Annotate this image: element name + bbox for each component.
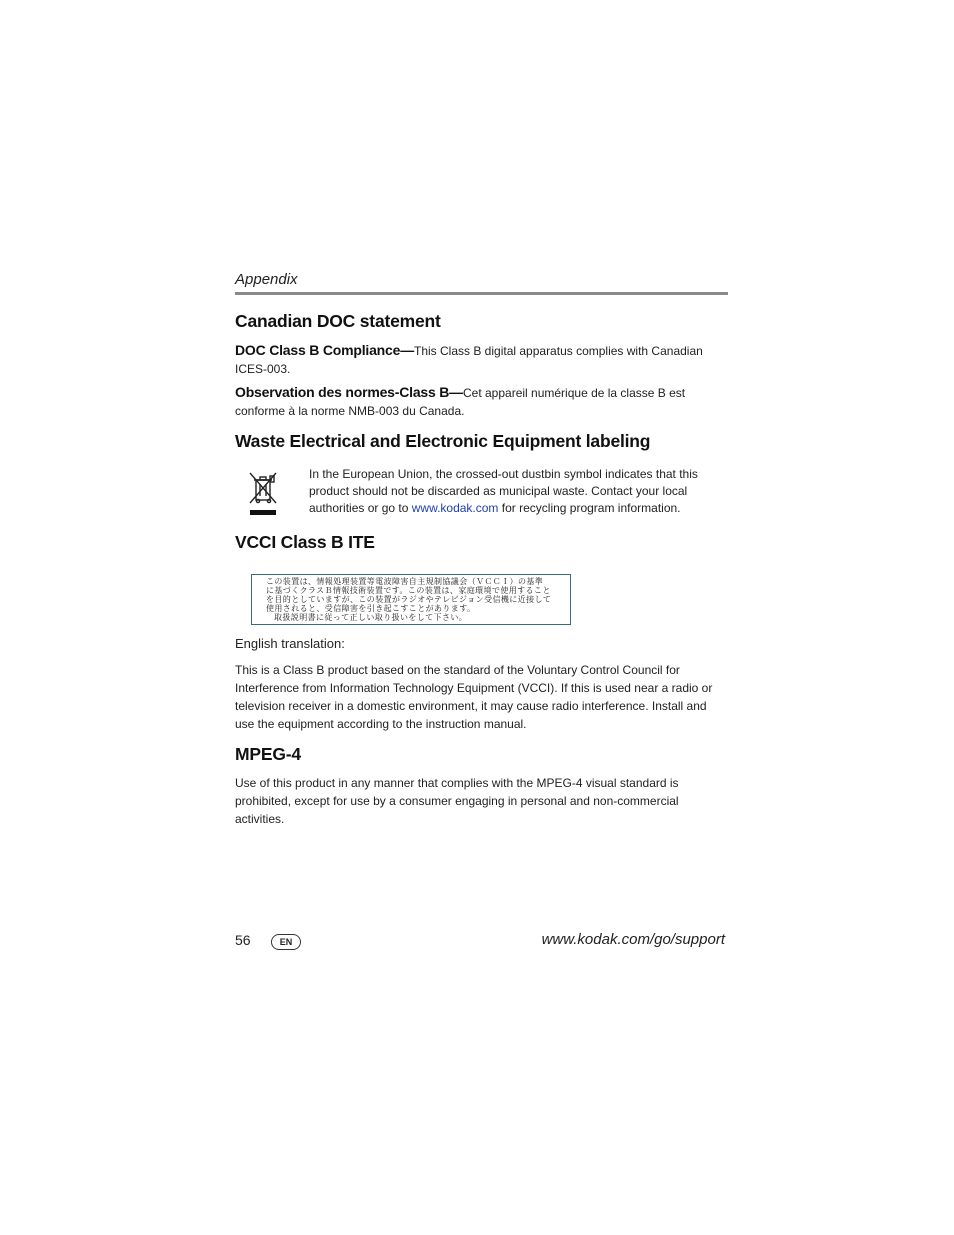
language-badge: EN [271,934,301,950]
heading-mpeg4: MPEG-4 [235,744,301,764]
vcci-line: 使用されると、受信障害を引き起こすことがあります。 [266,604,476,613]
observation-paragraph [235,383,728,420]
heading-weee: Waste Electrical and Electronic Equipment labeling [235,431,651,451]
translation-label: English translation: [235,636,345,651]
crossed-out-dustbin-icon [248,470,278,518]
mpeg4-text: Use of this product in any manner that complies with the MPEG-4 visual standard is prohibited, except for use by a consumer engaging in personal and non-commercial activities. [235,776,679,826]
vcci-line: 取扱説明書に従って正しい取り扱いをして下さい。 [274,613,468,622]
heading-vcci: VCCI Class B ITE [235,532,375,552]
page-number: 56 [235,932,251,948]
observation-text: Cet appareil numérique de la classe B est conforme à la norme NMB-003 du Canada. [235,386,686,418]
header-rule [235,292,728,295]
running-head: Appendix [235,271,298,288]
kodak-link[interactable]: www.kodak.com [411,501,499,515]
vcci-line: を目的としていますが、この装置がラジオやテレビジョン受信機に近接して [266,595,552,604]
translation-text: This is a Class B product based on the standard of the Voluntary Control Council for Interference from Information Technology Equipment (VCCI). If this is used near a radio or television receiver in a domestic environment, it may cause radio interference. Install and use the equipment according to the instruction manual. [235,663,713,731]
doc-compliance-paragraph [235,341,728,378]
vcci-line: この装置は、情報処理装置等電波障害自主規制協議会（ＶＣＣＩ）の基準 [266,577,544,586]
weee-paragraph [309,466,709,517]
doc-compliance-text: This Class B digital apparatus complies with Canadian ICES-003. [235,344,703,376]
weee-text-after: for recycling program information. [498,501,681,515]
weee-text-before: In the European Union, the crossed-out dustbin symbol indicates that this product should not be discarded as municipal waste. Contact your local authorities or go to [309,467,698,515]
observation-label: Observation des normes-Class B— [235,384,463,400]
support-url: www.kodak.com/go/support [541,931,725,948]
doc-compliance-label: DOC Class B Compliance— [235,342,414,358]
vcci-line: に基づくクラスＢ情報技術装置です。この装置は、家庭環境で使用すること [266,586,551,595]
heading-canadian-doc: Canadian DOC statement [235,311,441,331]
vcci-japanese-notice [251,574,571,625]
